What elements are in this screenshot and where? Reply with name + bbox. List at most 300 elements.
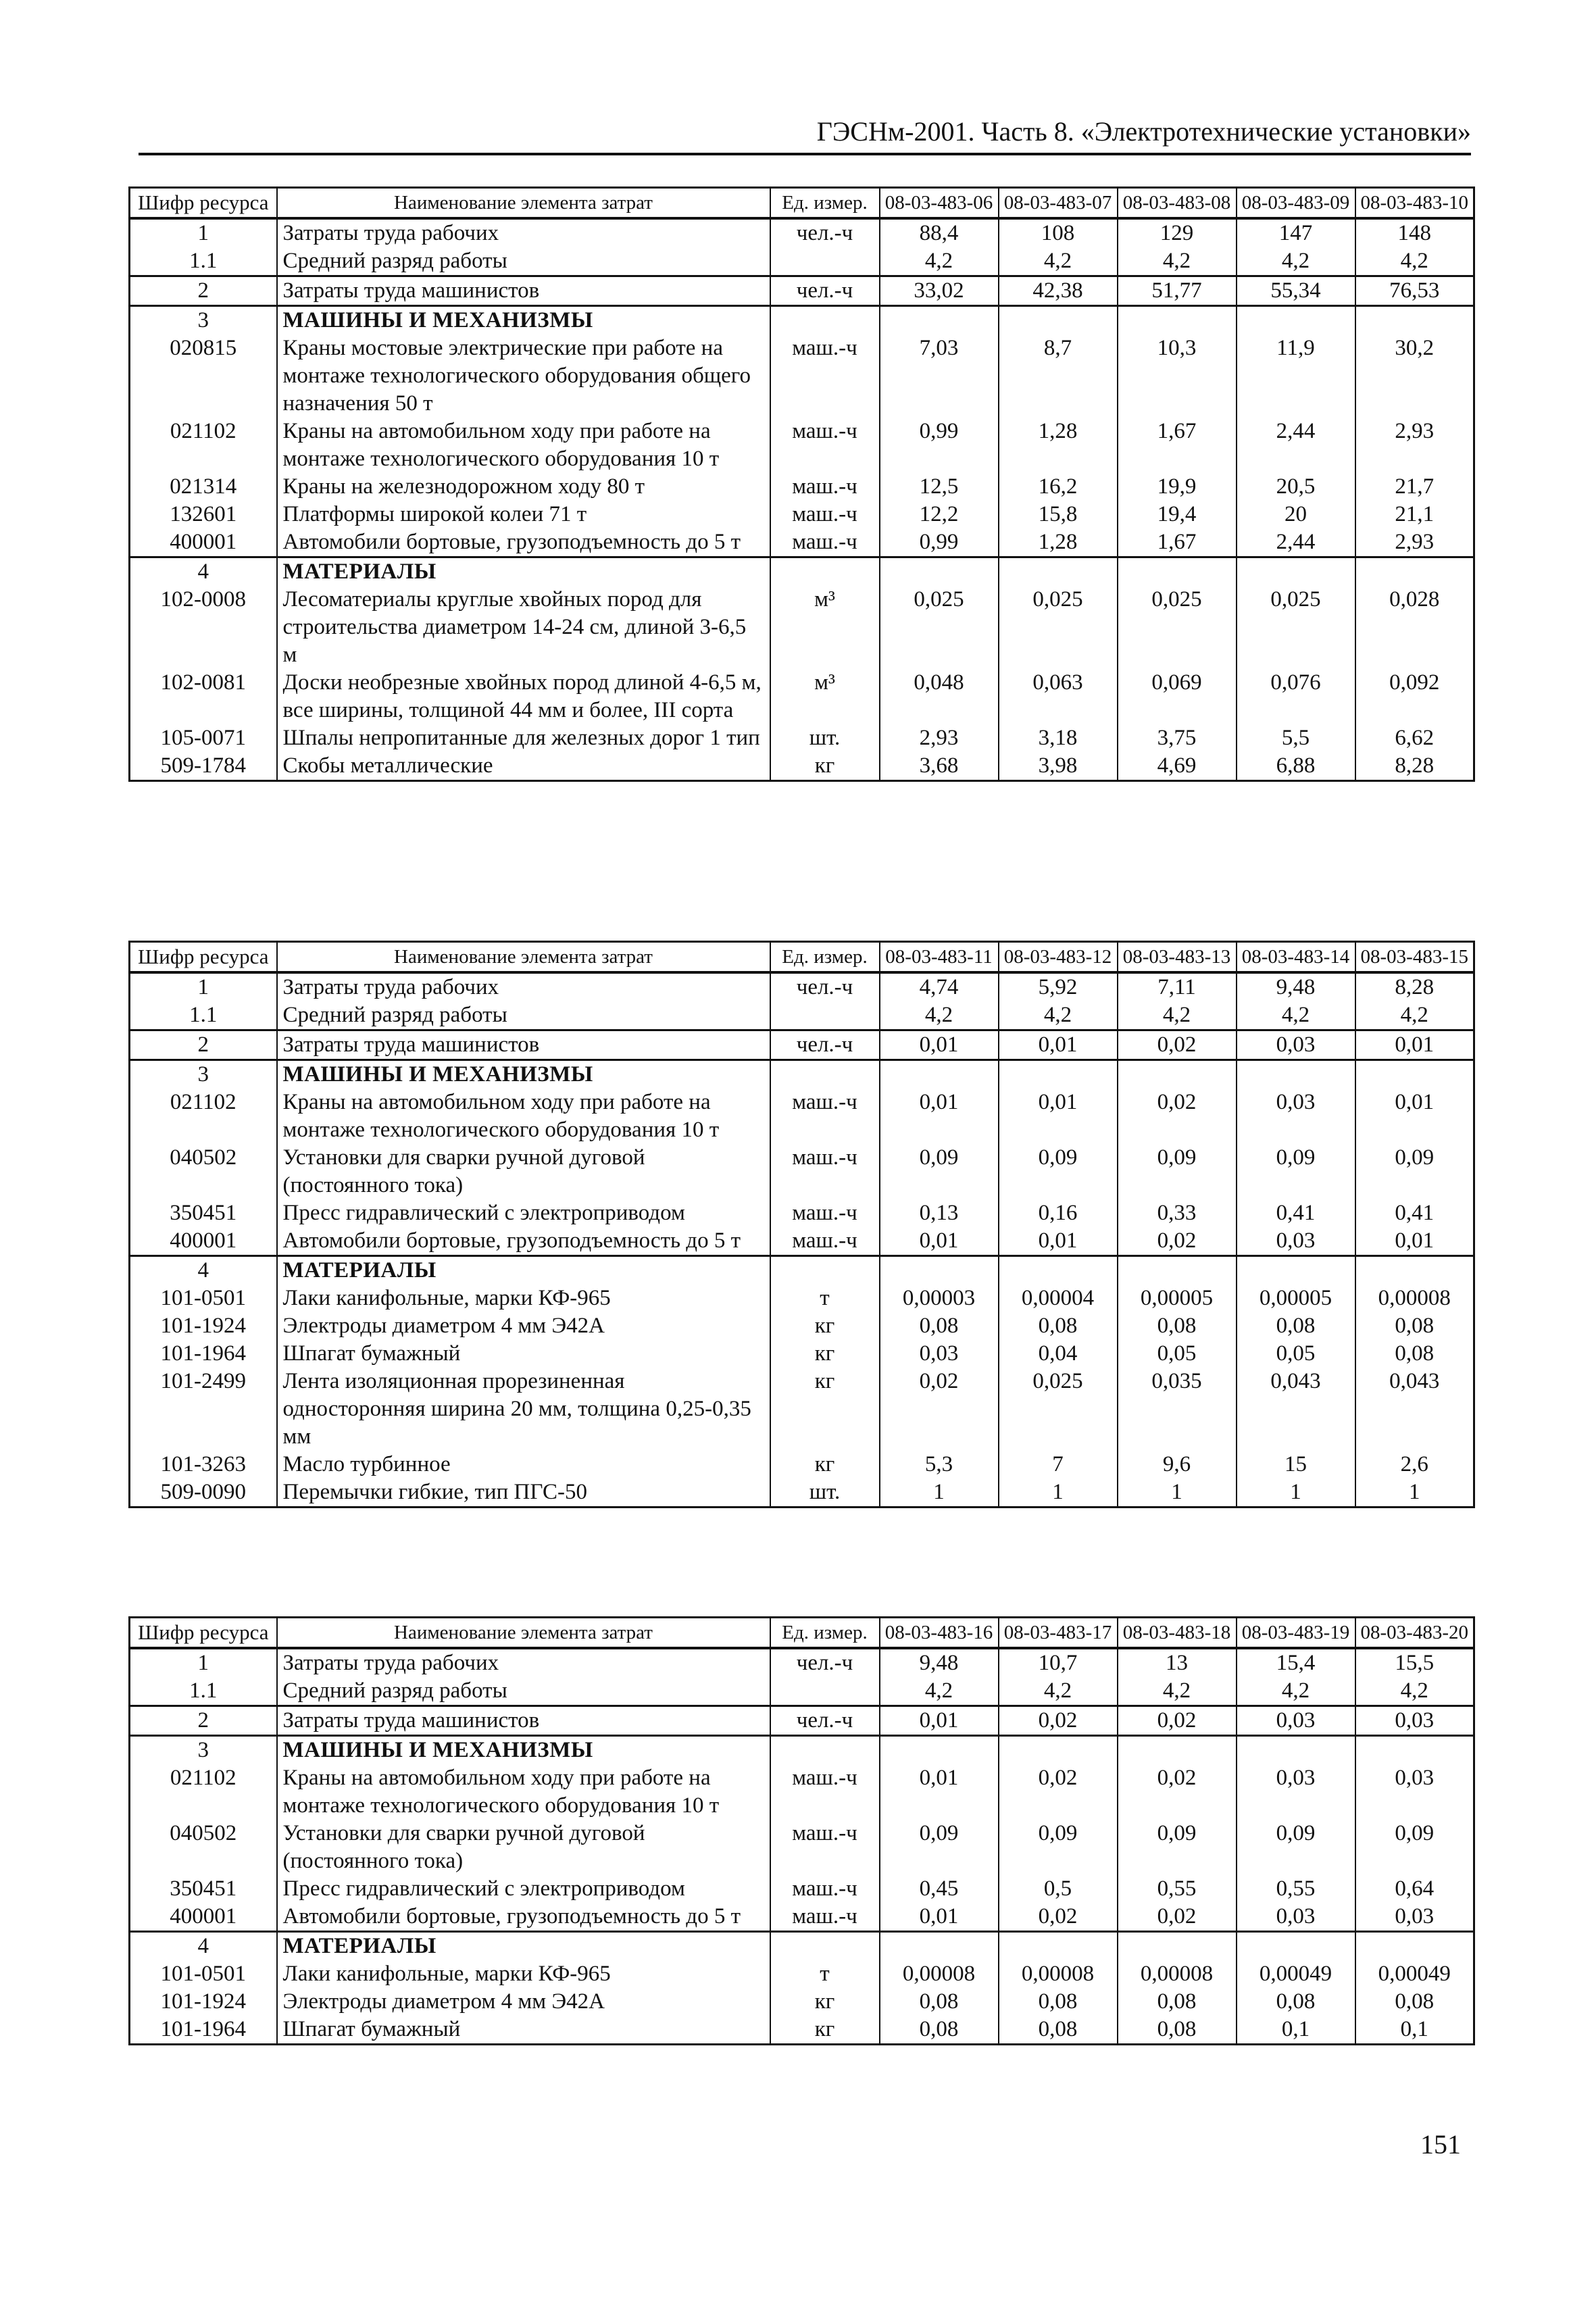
unit: кг — [770, 1340, 880, 1368]
value-cell: 10,3 — [1118, 334, 1237, 418]
resource-name: Автомобили бортовые, грузоподъемность до 5 т — [277, 1903, 770, 1932]
value-cell: 5,92 — [999, 972, 1118, 1001]
value-cell: 0,04 — [999, 1340, 1118, 1368]
unit: маш.-ч — [770, 1089, 880, 1144]
value-cell: 1,67 — [1118, 528, 1237, 557]
unit: маш.-ч — [770, 1903, 880, 1932]
value-cell: 0,01 — [880, 1706, 999, 1736]
resource-name: Установки для сварки ручной дуговой (постоянного тока) — [277, 1144, 770, 1199]
page-header-title: ГЭСНм-2001. Часть 8. «Электротехнические установки» — [816, 116, 1471, 147]
norm-table-3 — [128, 1616, 1475, 2045]
value-cell: 0,08 — [1355, 1312, 1474, 1340]
value-cell: 8,7 — [999, 334, 1118, 418]
table-row — [130, 1312, 1474, 1340]
resource-code: 101-0501 — [130, 1960, 277, 1988]
resource-code: 509-1784 — [130, 752, 277, 781]
value-cell: 2,93 — [1355, 528, 1474, 557]
norm-table-1 — [128, 186, 1475, 782]
value-cell: 15 — [1237, 1451, 1355, 1478]
header-norm-code: 08-03-483-14 — [1237, 942, 1355, 973]
value-cell — [1118, 1256, 1237, 1285]
value-cell: 10,7 — [999, 1648, 1118, 1677]
unit — [770, 1001, 880, 1030]
header-norm-code: 08-03-483-06 — [880, 188, 999, 219]
value-cell: 9,48 — [880, 1648, 999, 1677]
header-code: Шифр ресурса — [130, 1618, 277, 1649]
table-row — [130, 1648, 1474, 1677]
resource-code: 4 — [130, 1932, 277, 1961]
value-cell: 0,025 — [999, 586, 1118, 669]
value-cell: 76,53 — [1355, 276, 1474, 306]
resource-name: Затраты труда рабочих — [277, 1648, 770, 1677]
header-row — [130, 942, 1474, 973]
value-cell: 7,11 — [1118, 972, 1237, 1001]
value-cell — [999, 1060, 1118, 1089]
resource-name: Затраты труда рабочих — [277, 218, 770, 247]
resource-code: 021314 — [130, 473, 277, 501]
table-row — [130, 1764, 1474, 1820]
resource-name: Средний разряд работы — [277, 247, 770, 276]
value-cell: 20,5 — [1237, 473, 1355, 501]
value-cell: 0,55 — [1237, 1875, 1355, 1903]
value-cell: 0,02 — [1118, 1764, 1237, 1820]
table-header — [130, 188, 1474, 219]
value-cell: 4,2 — [1355, 1677, 1474, 1706]
value-cell: 0,09 — [1118, 1820, 1237, 1875]
value-cell: 19,9 — [1118, 473, 1237, 501]
table-body — [130, 1648, 1474, 2045]
unit: шт. — [770, 1478, 880, 1508]
value-cell: 0,03 — [1237, 1706, 1355, 1736]
value-cell — [1118, 1736, 1237, 1765]
value-cell: 0,01 — [999, 1030, 1118, 1060]
resource-code: 2 — [130, 1706, 277, 1736]
value-cell: 16,2 — [999, 473, 1118, 501]
value-cell — [880, 1256, 999, 1285]
resource-code: 1.1 — [130, 1001, 277, 1030]
resource-name: Средний разряд работы — [277, 1001, 770, 1030]
value-cell: 0,09 — [999, 1144, 1118, 1199]
resource-code: 021102 — [130, 1089, 277, 1144]
resource-name: Лента изоляционная прорезиненная односторонняя ширина 20 мм, толщина 0,25-0,35 мм — [277, 1368, 770, 1451]
table-row — [130, 972, 1474, 1001]
unit: кг — [770, 1451, 880, 1478]
unit: маш.-ч — [770, 1820, 880, 1875]
value-cell: 0,64 — [1355, 1875, 1474, 1903]
resource-code: 4 — [130, 1256, 277, 1285]
value-cell: 148 — [1355, 218, 1474, 247]
section-title: МАШИНЫ И МЕХАНИЗМЫ — [277, 1736, 770, 1765]
value-cell: 0,02 — [880, 1368, 999, 1451]
unit: кг — [770, 2016, 880, 2045]
value-cell: 147 — [1237, 218, 1355, 247]
value-cell — [1237, 306, 1355, 335]
value-cell: 0,08 — [880, 2016, 999, 2045]
table-row — [130, 1903, 1474, 1932]
value-cell — [1118, 306, 1237, 335]
value-cell — [1237, 1060, 1355, 1089]
value-cell — [999, 557, 1118, 587]
value-cell: 9,48 — [1237, 972, 1355, 1001]
value-cell: 4,2 — [1237, 1677, 1355, 1706]
table-row — [130, 1932, 1474, 1961]
unit: чел.-ч — [770, 276, 880, 306]
value-cell: 1,28 — [999, 528, 1118, 557]
unit: чел.-ч — [770, 1706, 880, 1736]
table-row — [130, 669, 1474, 724]
resource-code: 021102 — [130, 1764, 277, 1820]
value-cell — [1118, 1060, 1237, 1089]
resource-name: Краны на автомобильном ходу при работе на монтаже технологического оборудования 10 т — [277, 418, 770, 473]
value-cell: 0,076 — [1237, 669, 1355, 724]
value-cell: 0,02 — [1118, 1089, 1237, 1144]
value-cell: 15,8 — [999, 501, 1118, 528]
value-cell — [1237, 557, 1355, 587]
value-cell — [999, 1256, 1118, 1285]
unit: шт. — [770, 724, 880, 752]
table-row — [130, 724, 1474, 752]
value-cell: 0,08 — [880, 1988, 999, 2016]
table-row — [130, 528, 1474, 557]
resource-code: 105-0071 — [130, 724, 277, 752]
header-code: Шифр ресурса — [130, 188, 277, 219]
header-name: Наименование элемента затрат — [277, 188, 770, 219]
value-cell: 0,035 — [1118, 1368, 1237, 1451]
table-body — [130, 218, 1474, 781]
unit: м³ — [770, 586, 880, 669]
value-cell: 0,01 — [880, 1764, 999, 1820]
resource-name: Установки для сварки ручной дуговой (постоянного тока) — [277, 1820, 770, 1875]
section-title: МАТЕРИАЛЫ — [277, 1932, 770, 1961]
value-cell — [1237, 1736, 1355, 1765]
unit: маш.-ч — [770, 334, 880, 418]
value-cell: 4,74 — [880, 972, 999, 1001]
value-cell: 0,01 — [880, 1089, 999, 1144]
resource-code: 350451 — [130, 1199, 277, 1227]
resource-code: 4 — [130, 557, 277, 587]
value-cell — [1118, 557, 1237, 587]
unit — [770, 306, 880, 335]
resource-name: Лаки канифольные, марки КФ-965 — [277, 1285, 770, 1312]
value-cell: 0,069 — [1118, 669, 1237, 724]
unit: т — [770, 1285, 880, 1312]
table-row — [130, 1199, 1474, 1227]
resource-name: Затраты труда машинистов — [277, 1706, 770, 1736]
page-header — [139, 115, 1471, 155]
resource-code: 509-0090 — [130, 1478, 277, 1508]
resource-code: 1 — [130, 1648, 277, 1677]
page-number: 151 — [1420, 2129, 1461, 2160]
value-cell: 4,2 — [1118, 247, 1237, 276]
value-cell: 4,2 — [880, 1001, 999, 1030]
value-cell — [880, 306, 999, 335]
resource-name: Электроды диаметром 4 мм Э42А — [277, 1312, 770, 1340]
header-row — [130, 1618, 1474, 1649]
table-row — [130, 1706, 1474, 1736]
header-norm-code: 08-03-483-11 — [880, 942, 999, 973]
resource-name: Доски необрезные хвойных пород длиной 4-6,5 м, все ширины, толщиной 44 мм и более, III сорта — [277, 669, 770, 724]
value-cell: 4,2 — [1237, 247, 1355, 276]
value-cell — [1355, 306, 1474, 335]
value-cell: 13 — [1118, 1648, 1237, 1677]
resource-code: 021102 — [130, 418, 277, 473]
resource-code: 2 — [130, 1030, 277, 1060]
resource-name: Перемычки гибкие, тип ПГС-50 — [277, 1478, 770, 1508]
resource-code: 040502 — [130, 1144, 277, 1199]
value-cell: 1 — [1237, 1478, 1355, 1508]
resource-name: Платформы широкой колеи 71 т — [277, 501, 770, 528]
table-row — [130, 1988, 1474, 2016]
header-norm-code: 08-03-483-13 — [1118, 942, 1237, 973]
resource-code: 1 — [130, 218, 277, 247]
resource-name: Затраты труда машинистов — [277, 276, 770, 306]
resource-code: 3 — [130, 1736, 277, 1765]
value-cell: 55,34 — [1237, 276, 1355, 306]
value-cell: 4,2 — [1355, 247, 1474, 276]
value-cell: 0,99 — [880, 528, 999, 557]
value-cell: 0,03 — [1355, 1764, 1474, 1820]
unit: маш.-ч — [770, 418, 880, 473]
table-row — [130, 1451, 1474, 1478]
resource-name: Лесоматериалы круглые хвойных пород для строительства диаметром 14-24 см, длиной 3-6,5 м — [277, 586, 770, 669]
header-name: Наименование элемента затрат — [277, 1618, 770, 1649]
header-norm-code: 08-03-483-07 — [999, 188, 1118, 219]
table-row — [130, 1001, 1474, 1030]
value-cell: 0,048 — [880, 669, 999, 724]
value-cell: 0,03 — [1237, 1764, 1355, 1820]
resource-code: 101-1924 — [130, 1988, 277, 2016]
value-cell: 0,02 — [1118, 1903, 1237, 1932]
value-cell: 0,028 — [1355, 586, 1474, 669]
value-cell: 12,5 — [880, 473, 999, 501]
unit: м³ — [770, 669, 880, 724]
section-title: МАТЕРИАЛЫ — [277, 1256, 770, 1285]
value-cell: 19,4 — [1118, 501, 1237, 528]
value-cell: 0,043 — [1237, 1368, 1355, 1451]
unit: т — [770, 1960, 880, 1988]
table-row — [130, 418, 1474, 473]
value-cell: 15,5 — [1355, 1648, 1474, 1677]
table-row — [130, 1285, 1474, 1312]
table-row — [130, 218, 1474, 247]
value-cell: 8,28 — [1355, 752, 1474, 781]
value-cell: 0,02 — [999, 1764, 1118, 1820]
table-row — [130, 1089, 1474, 1144]
unit: маш.-ч — [770, 528, 880, 557]
value-cell: 4,2 — [999, 1677, 1118, 1706]
value-cell: 0,08 — [880, 1312, 999, 1340]
value-cell: 0,01 — [1355, 1030, 1474, 1060]
table-row — [130, 1144, 1474, 1199]
value-cell: 0,09 — [999, 1820, 1118, 1875]
unit — [770, 1932, 880, 1961]
value-cell: 0,00008 — [1355, 1285, 1474, 1312]
header-unit: Ед. измер. — [770, 188, 880, 219]
resource-code: 3 — [130, 1060, 277, 1089]
value-cell: 5,3 — [880, 1451, 999, 1478]
header-norm-code: 08-03-483-09 — [1237, 188, 1355, 219]
value-cell: 0,025 — [880, 586, 999, 669]
resource-code: 101-2499 — [130, 1368, 277, 1451]
resource-code: 102-0008 — [130, 586, 277, 669]
resource-name: Скобы металлические — [277, 752, 770, 781]
header-norm-code: 08-03-483-12 — [999, 942, 1118, 973]
resource-code: 400001 — [130, 1227, 277, 1256]
value-cell: 0,02 — [1118, 1227, 1237, 1256]
value-cell: 88,4 — [880, 218, 999, 247]
value-cell: 0,01 — [880, 1030, 999, 1060]
value-cell: 0,02 — [1118, 1030, 1237, 1060]
value-cell: 0,01 — [880, 1227, 999, 1256]
value-cell: 1 — [880, 1478, 999, 1508]
value-cell: 4,2 — [880, 247, 999, 276]
resource-code: 020815 — [130, 334, 277, 418]
resource-code: 101-3263 — [130, 1451, 277, 1478]
resource-name: Масло турбинное — [277, 1451, 770, 1478]
value-cell — [1355, 1256, 1474, 1285]
unit: маш.-ч — [770, 1875, 880, 1903]
resource-code: 1.1 — [130, 247, 277, 276]
value-cell: 0,00049 — [1355, 1960, 1474, 1988]
value-cell: 30,2 — [1355, 334, 1474, 418]
unit — [770, 1736, 880, 1765]
resource-name: Лаки канифольные, марки КФ-965 — [277, 1960, 770, 1988]
value-cell: 4,2 — [880, 1677, 999, 1706]
value-cell: 0,03 — [1355, 1903, 1474, 1932]
value-cell: 0,08 — [1237, 1988, 1355, 2016]
header-unit: Ед. измер. — [770, 1618, 880, 1649]
value-cell: 108 — [999, 218, 1118, 247]
header-code: Шифр ресурса — [130, 942, 277, 973]
value-cell: 3,18 — [999, 724, 1118, 752]
resource-code: 101-1964 — [130, 1340, 277, 1368]
value-cell: 0,00005 — [1118, 1285, 1237, 1312]
unit: кг — [770, 1312, 880, 1340]
section-title: МАШИНЫ И МЕХАНИЗМЫ — [277, 306, 770, 335]
resource-name: Затраты труда рабочих — [277, 972, 770, 1001]
resource-code: 1.1 — [130, 1677, 277, 1706]
value-cell: 33,02 — [880, 276, 999, 306]
unit: маш.-ч — [770, 501, 880, 528]
value-cell: 0,09 — [1237, 1144, 1355, 1199]
value-cell: 0,5 — [999, 1875, 1118, 1903]
table-row — [130, 1060, 1474, 1089]
resource-name: Электроды диаметром 4 мм Э42А — [277, 1988, 770, 2016]
value-cell: 2,6 — [1355, 1451, 1474, 1478]
resource-code: 102-0081 — [130, 669, 277, 724]
unit: маш.-ч — [770, 1144, 880, 1199]
value-cell: 21,1 — [1355, 501, 1474, 528]
resource-name: Краны на автомобильном ходу при работе на монтаже технологического оборудования 10 т — [277, 1089, 770, 1144]
value-cell — [999, 306, 1118, 335]
value-cell: 3,98 — [999, 752, 1118, 781]
table-row — [130, 247, 1474, 276]
value-cell: 1,67 — [1118, 418, 1237, 473]
resource-code: 2 — [130, 276, 277, 306]
table-body — [130, 972, 1474, 1508]
resource-code: 101-0501 — [130, 1285, 277, 1312]
value-cell: 4,2 — [1118, 1677, 1237, 1706]
value-cell: 0,33 — [1118, 1199, 1237, 1227]
table-row — [130, 334, 1474, 418]
resource-code: 040502 — [130, 1820, 277, 1875]
value-cell: 1 — [999, 1478, 1118, 1508]
value-cell: 0,01 — [880, 1903, 999, 1932]
value-cell: 0,08 — [1118, 2016, 1237, 2045]
value-cell: 0,02 — [999, 1706, 1118, 1736]
value-cell: 0,09 — [880, 1144, 999, 1199]
value-cell: 4,2 — [1237, 1001, 1355, 1030]
value-cell: 0,00008 — [999, 1960, 1118, 1988]
resource-name: Затраты труда машинистов — [277, 1030, 770, 1060]
value-cell: 0,00004 — [999, 1285, 1118, 1312]
unit — [770, 1060, 880, 1089]
resource-code: 350451 — [130, 1875, 277, 1903]
value-cell: 0,01 — [1355, 1089, 1474, 1144]
table-row — [130, 1368, 1474, 1451]
value-cell: 0,08 — [1237, 1312, 1355, 1340]
unit — [770, 1677, 880, 1706]
unit — [770, 1256, 880, 1285]
value-cell — [1118, 1932, 1237, 1961]
value-cell: 0,09 — [1355, 1144, 1474, 1199]
value-cell: 0,01 — [999, 1227, 1118, 1256]
header-norm-code: 08-03-483-15 — [1355, 942, 1474, 973]
unit — [770, 557, 880, 587]
unit: кг — [770, 1988, 880, 2016]
value-cell: 0,09 — [1118, 1144, 1237, 1199]
value-cell: 4,2 — [1355, 1001, 1474, 1030]
value-cell: 3,68 — [880, 752, 999, 781]
value-cell — [999, 1736, 1118, 1765]
table-row — [130, 276, 1474, 306]
header-row — [130, 188, 1474, 219]
table-row — [130, 1736, 1474, 1765]
value-cell: 2,93 — [880, 724, 999, 752]
unit: чел.-ч — [770, 972, 880, 1001]
value-cell — [880, 1736, 999, 1765]
value-cell: 0,00003 — [880, 1285, 999, 1312]
resource-name: Пресс гидравлический с электроприводом — [277, 1199, 770, 1227]
resource-code: 101-1964 — [130, 2016, 277, 2045]
value-cell: 0,03 — [1237, 1903, 1355, 1932]
header-norm-code: 08-03-483-20 — [1355, 1618, 1474, 1649]
value-cell: 7,03 — [880, 334, 999, 418]
resource-name: Шпалы непропитанные для железных дорог 1 тип — [277, 724, 770, 752]
value-cell: 0,092 — [1355, 669, 1474, 724]
resource-code: 400001 — [130, 1903, 277, 1932]
table-row — [130, 1227, 1474, 1256]
value-cell: 0,55 — [1118, 1875, 1237, 1903]
resource-name: Шпагат бумажный — [277, 1340, 770, 1368]
header-name: Наименование элемента затрат — [277, 942, 770, 973]
value-cell: 0,08 — [1355, 1340, 1474, 1368]
value-cell: 15,4 — [1237, 1648, 1355, 1677]
value-cell: 1 — [1118, 1478, 1237, 1508]
value-cell: 0,01 — [1355, 1227, 1474, 1256]
value-cell: 6,62 — [1355, 724, 1474, 752]
resource-code: 1 — [130, 972, 277, 1001]
table-row — [130, 1960, 1474, 1988]
table-row — [130, 557, 1474, 587]
table-row — [130, 473, 1474, 501]
unit: чел.-ч — [770, 218, 880, 247]
resource-code: 132601 — [130, 501, 277, 528]
value-cell — [999, 1932, 1118, 1961]
value-cell: 2,44 — [1237, 528, 1355, 557]
value-cell: 0,08 — [999, 1312, 1118, 1340]
value-cell: 0,1 — [1355, 2016, 1474, 2045]
